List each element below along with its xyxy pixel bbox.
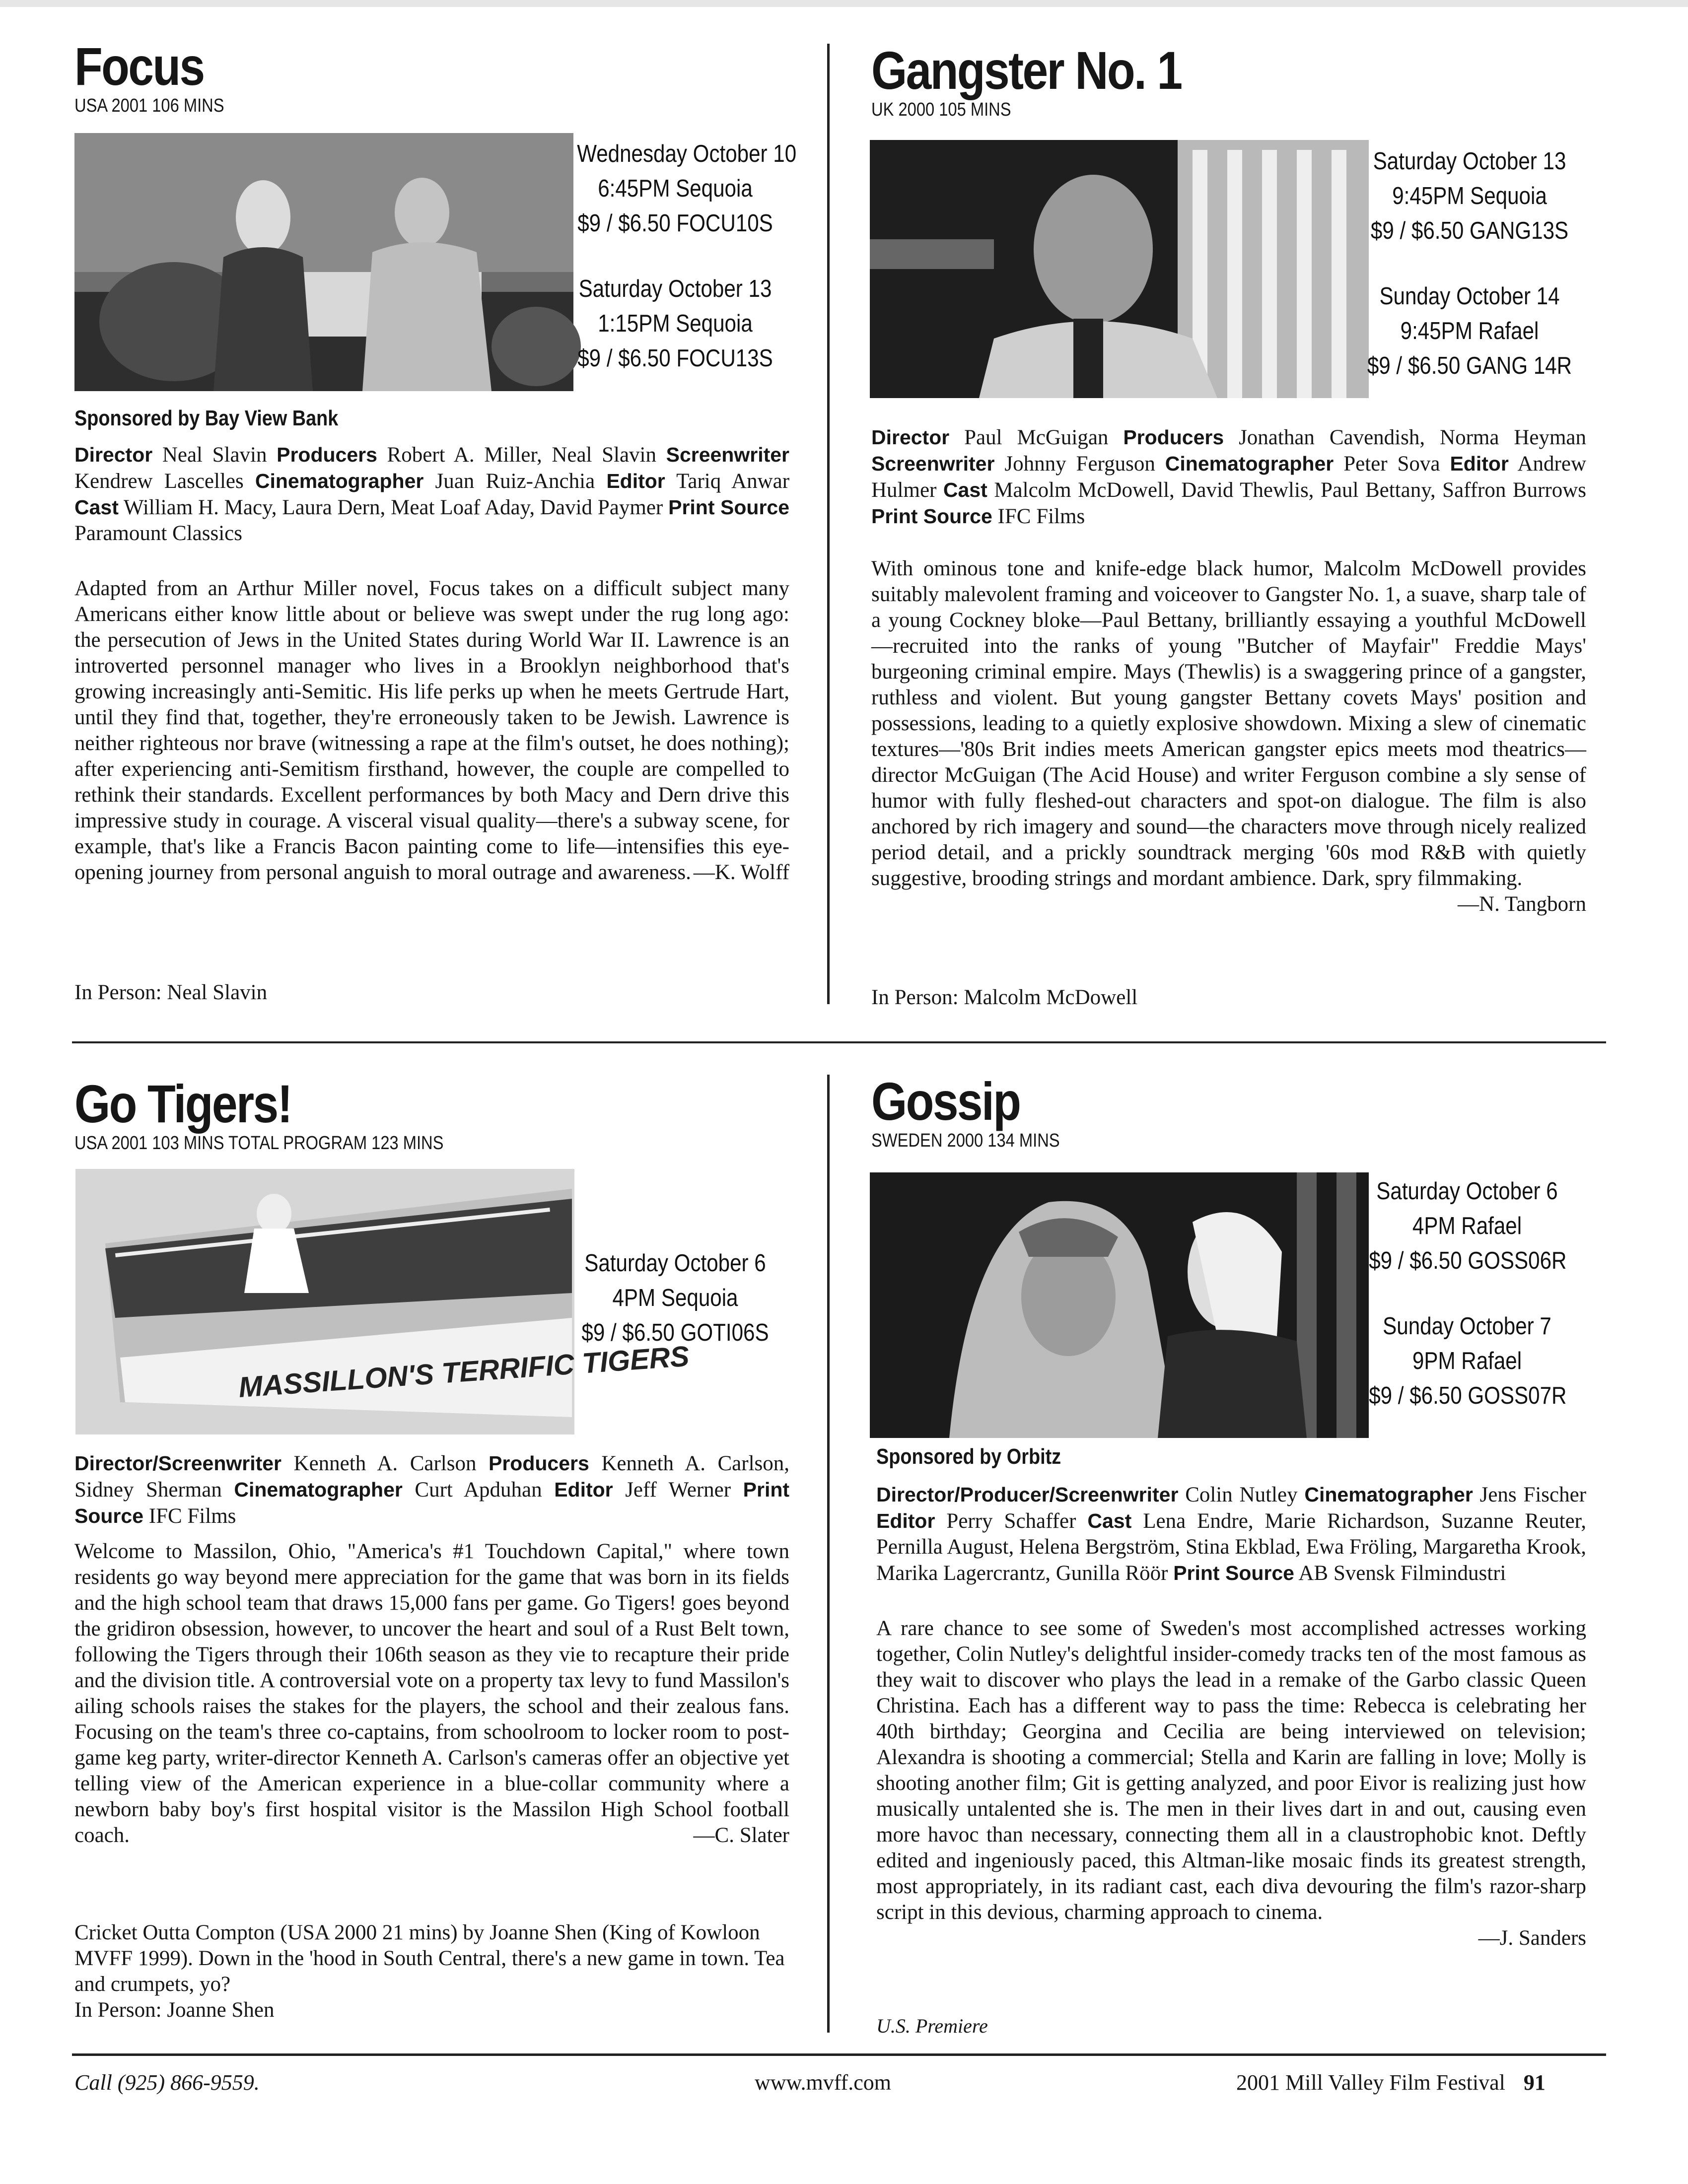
credit-names: Johnny Ferguson [1004,452,1155,476]
show-day: Saturday October 6 [584,1250,766,1277]
show-day: Saturday October 13 [1373,148,1566,175]
credit-role: Cinematographer [1165,452,1334,475]
credit-role: Editor [1450,452,1509,475]
description-text: A rare chance to see some of Sweden's most accomplished actresses working together, Colin Nutley's delightful insider-comedy tracks ten of the most famous as they wait to discover who plays the lead in a remake of the Garbo classic Queen Christina. Each has a different way to pass the time: Rebecca is celebrating her 40th birthday; Georgina and Cecilia are being interviewed on television; Alexandra is shooting a commercial; Stella and Karin are falling in love; Molly is shooting another film; Git is getting analyzed, and poor Eivor is realizing just how musically untalented she is. The men in their lives dart in and out, causing even more havoc than necessary, connecting them all in a claustrophobic knot. Deftly edited and ingeniously paced, this Altman-like mosaic finds its greatest strength, most appropriately, in its radiant cast, each diva devouring the film's razor-sharp script in this devious, charming approach to cinema. [876,1617,1586,1924]
column-divider-top [827,44,830,1004]
top-edge-line [0,0,1688,7]
credit-role: Producers [1123,426,1224,449]
show-price-code: $9 / $6.50 GOTI06S [581,1319,769,1346]
film-meta: UK 2000 105 MINS [871,99,1011,120]
film-entry-gossip [871,1071,1601,1151]
showtimes-tigers [561,1246,789,1350]
credit-names: Jens Fischer [1479,1483,1587,1506]
show-time-venue: 9PM Rafael [1412,1348,1522,1374]
film-entry-focus [74,36,804,116]
credit-role: Editor [606,470,665,492]
description-text: Adapted from an Arthur Miller novel, Focus takes on a difficult subject many Americans either know little about or believe was swept under the rug long ago: the persecution of Jews in the United States during World War II. Lawrence is an introverted personnel manager who lives in a Brooklyn neighborhood that's growing increasingly anti-Semitic. His life perks up when he meets Gertrude Hart, until they find that, together, they're erroneously taken to be Jewish. Lawrence is neither righteous nor brave (witnessing a rape at the film's outset, he does nothing); after experiencing anti-Semitism firsthand, however, the couple are compelled to rethink their standards. Excellent performances by both Macy and Dern drive this impressive study in courage. A visceral visual quality—there's a subway scene, for example, that's like a Francis Bacon painting come to life—intensifies this eye-opening journey from personal anguish to moral outrage and awareness. [74,577,789,884]
description-text: With ominous tone and knife-edge black humor, Malcolm McDowell provides suitably malevolent framing and voiceover to Gangster No. 1, a suave, sharp tale of a young Cockney bloke—Paul Bettany, brilliantly essaying a youthful McDowell—recruited into the ranks of young "Butcher of Mayfair" Freddie Mays' burgeoning criminal empire. Mays (Thewlis) is a swaggering prince of a gangster, ruthless and violent. But young gangster Bettany covets Mays' position and possessions, leading to a quietly explosive showdown. Mixing a slew of cinematic textures—'80s Brit indies meets American gangster epics meets mod theatrics—director McGuigan (The Acid House) and writer Ferguson combine a sly sense of humor with fully fleshed-out characters and spot-on dialogue. The film is also anchored by rich imagery and sound—the characters move through nicely realized period detail, and a prickly soundtrack merging '60s mod R&B with quietly suggestive, brooding strings and mordant ambience. Dark, spry filmmaking. [871,557,1586,890]
credit-names: Jeff Werner [625,1478,731,1502]
show-day: Wednesday October 10 [577,140,797,167]
page-number: 91 [1523,2070,1546,2095]
bus-lettering: MASSILLON'S TERRIFIC TIGERS [237,1340,691,1404]
showing [1350,144,1589,248]
byline: —N. Tangborn [1458,892,1586,916]
footer-festival [1236,2070,1546,2095]
show-day: Sunday October 7 [1383,1313,1551,1340]
credit-names: Paul McGuigan [964,426,1109,449]
credit-names: William H. Macy, Laura Dern, Meat Loaf Aday, David Paymer [123,496,663,519]
credits-tigers [74,1450,789,1529]
credits-gangster [871,424,1586,530]
showing [1350,279,1589,383]
film-description [871,556,1586,917]
credit-role: Director [871,426,950,449]
column-divider-bottom [827,1075,830,2033]
show-time-venue: 4PM Sequoia [612,1285,738,1311]
credit-names: Juan Ruiz-Anchia [435,470,595,493]
show-price-code: $9 / $6.50 FOCU13S [577,345,773,372]
show-price-code: $9 / $6.50 GOSS07R [1369,1382,1567,1409]
show-price-code: $9 / $6.50 GANG 14R [1367,352,1572,379]
premiere-note: U.S. Premiere [876,2015,988,2037]
in-person: In Person: Neal Slavin [74,981,268,1004]
credits-focus [74,442,789,546]
in-person: In Person: Malcolm McDowell [871,986,1138,1009]
credit-names: Kenneth A. Carlson, Sidney Sherman [74,1452,790,1502]
showing [561,272,789,376]
film-still-focus [74,133,573,391]
description-text: Welcome to Massilon, Ohio, "America's #1 Touchdown Capital," where town residents go way beyond mere appreciation for the game that was born in its fields and the high school team that draws 15,000 fans per game. Go Tigers! goes beyond the gridiron obsession, however, to uncover the heart and soul of a Rust Belt town, following the Tigers through their 106th season as they vie to recapture their pride and the division title. A controversial vote on a property tax levy to fund Massilon's ailing schools raises the stakes for the players, the school and their zealous fans. Focusing on the team's three co-captains, from schoolroom to locker room to post-game keg party, writer-director Kenneth A. Carlson's cameras offer an objective yet telling view of the American experience in a blue-collar community where a newborn baby boy's first hospital visitor is the Massilon High School football coach. [74,1540,789,1847]
byline: —C. Slater [693,1824,789,1847]
film-meta: USA 2001 106 MINS [74,95,224,116]
show-time-venue: 1:15PM Sequoia [598,310,753,337]
row-divider [72,1041,1606,1043]
show-day: Saturday October 13 [578,275,772,302]
film-title: Gossip [871,1071,1020,1131]
sponsor-line: Sponsored by Bay View Bank [74,406,339,430]
phone-number: Call (925) 866-9559. [74,2070,260,2095]
showing [1353,1174,1581,1278]
film-entry-gangster [871,40,1601,120]
credit-role: Editor [554,1478,613,1501]
credit-role: Print Source [668,496,790,519]
credit-role: Cinematographer [255,470,424,492]
credit-names: Jonathan Cavendish, Norma Heyman [1239,426,1587,449]
credit-role: Director [74,443,153,466]
showing [561,136,797,241]
credit-role: Director/Producer/Screenwriter [876,1483,1179,1506]
film-entry-tigers [74,1074,804,1154]
credit-names: Perry Schaffer [946,1509,1076,1533]
credit-names: AB Svensk Filmindustri [1298,1562,1506,1585]
credit-role: Screenwriter [666,443,789,466]
byline: —K. Wolff [693,861,789,884]
short-film-text: Cricket Outta Compton (USA 2000 21 mins) by Joanne Shen (King of Kowloon MVFF 1999). Down in the 'hood in South Central, there's a new game in town. Tea and crumpets, yo? [74,1921,785,1996]
credit-role: Cast [74,496,119,519]
credit-names: Peter Sova [1343,452,1440,476]
credit-role: Cinematographer [1304,1483,1473,1506]
credit-role: Cinematographer [234,1478,403,1501]
credit-role: Editor [876,1509,935,1532]
film-description [876,1616,1586,1951]
credit-role: Cast [943,478,987,501]
credit-names: IFC Films [148,1504,236,1528]
credit-role: Producers [277,443,377,466]
credit-names: Lena Endre, Marie Richardson, Suzanne Reuter, Pernilla August, Helena Bergström, Stina Ekblad, Ewa Fröling, Margaretha Krook, Marika Lagercrantz, Gunilla Röör [876,1509,1587,1585]
film-meta: SWEDEN 2000 134 MINS [871,1130,1060,1151]
in-person: In Person: Joanne Shen [74,1998,275,2022]
credits-gossip [876,1482,1586,1586]
show-time-venue: 4PM Rafael [1412,1213,1522,1239]
credit-role: Screenwriter [871,452,995,475]
footer-url[interactable] [755,2070,891,2095]
credit-role: Producers [489,1452,589,1475]
credit-role: Director/Screenwriter [74,1452,282,1475]
credit-role: Cast [1087,1509,1132,1532]
credit-names: IFC Films [997,505,1085,528]
show-day: Saturday October 6 [1376,1178,1558,1205]
film-description [74,576,789,886]
film-still-gangster [870,140,1369,398]
film-meta: USA 2001 103 MINS TOTAL PROGRAM 123 MINS [74,1133,444,1154]
byline: —J. Sanders [1478,1926,1586,1950]
credit-role: Print Source [74,1478,790,1527]
credit-names: Neal Slavin [162,443,267,467]
film-description [74,1539,789,1848]
credit-names: Paramount Classics [74,522,242,545]
show-time-venue: 6:45PM Sequoia [598,175,753,202]
show-price-code: $9 / $6.50 GANG13S [1370,217,1569,244]
showing [561,1246,789,1350]
short-film-note [74,1920,789,2023]
film-title: Focus [74,36,204,96]
showtimes-gangster [1350,144,1589,383]
credit-names: Malcolm McDowell, David Thewlis, Paul Bettany, Saffron Burrows [994,478,1587,502]
credit-names: Robert A. Miller, Neal Slavin [387,443,656,467]
film-title: Gangster No. 1 [871,40,1182,100]
footer-phone [74,2070,260,2095]
showtimes-gossip [1353,1174,1581,1413]
credit-role: Print Source [871,505,992,528]
sponsor-line: Sponsored by Orbitz [876,1444,1061,1469]
footer-rule [72,2053,1606,2056]
credit-names: Colin Nutley [1185,1483,1298,1506]
show-day: Sunday October 14 [1379,283,1560,310]
credit-names: Kendrew Lascelles [74,470,244,493]
film-still-gossip [870,1172,1369,1438]
credit-names: Andrew Hulmer [871,452,1586,502]
website-link[interactable]: www.mvff.com [755,2070,891,2095]
show-time-venue: 9:45PM Rafael [1400,318,1539,344]
showing [1353,1309,1581,1413]
credit-names: Kenneth A. Carlson [293,1452,477,1475]
credit-role: Print Source [1173,1562,1294,1584]
credit-names: Curt Apduhan [415,1478,542,1502]
festival-name: 2001 Mill Valley Film Festival [1236,2070,1505,2095]
show-price-code: $9 / $6.50 GOSS06R [1369,1247,1567,1274]
show-price-code: $9 / $6.50 FOCU10S [577,210,773,237]
film-title: Go Tigers! [74,1074,291,1134]
credit-names: Tariq Anwar [676,470,790,493]
showtimes-focus [561,136,797,376]
show-time-venue: 9:45PM Sequoia [1392,183,1547,209]
